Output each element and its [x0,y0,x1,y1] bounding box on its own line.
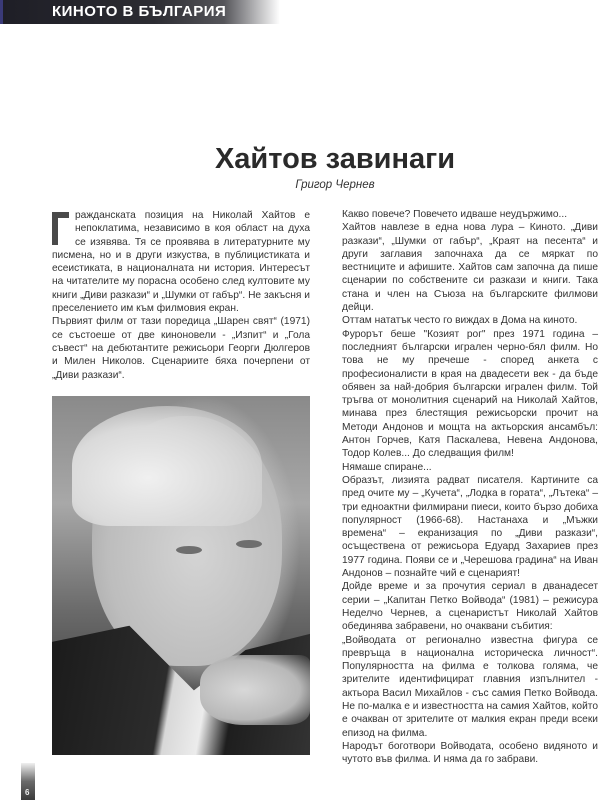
paragraph: Народът боготвори Войводата, особено видяното и чутото във филма. И няма да го забрави. [342,740,598,766]
page-number: 6 [25,788,30,797]
article-author: Григор Чернев [295,179,375,191]
paragraph-text: ражданската позиция на Николай Хайтов е непоклатима, независимо в коя област на духа се изявява. Тя се проявява в литературните му писмена, но и в други изкуства, в публицистиката и есеистиката, в националната ни история. Интересът на читателите му порасна особено след култовите му книги „Диви разкази“ и „Шумки от габър“. Не закъсня и преселението им към филмовия екран. [52,210,310,315]
right-column [342,208,598,766]
paragraph: Оттам нататък често го виждах в Дома на киното. [342,315,578,327]
photo-eye [176,546,202,554]
section-title: КИНОТО В БЪЛГАРИЯ [52,3,227,20]
photo-hand [200,655,310,725]
paragraph: Хайтов навлезе в една нова лура – Киното. „Диви разкази“, „Шумки от габър“, „Краят на песента“ и други заглавия започнаха да се мяркат по вестниците и афишите. Хайтов сам започна да пише сценарии по собствените си разкази и книги. Така стана и член на Съюза на българските филмови дейци. [342,222,598,314]
paragraph: „Войводата от регионално известна фигура се превръща в национална историческа личност“. Популярността на филма е толкова голяма, че зрителите идентифицират главния изпълнител - актьора Васил Михайлов - със самия Петко Войвода. Не по-малка е и известността на самия Хайтов, който е очакван от зрителите от малкия екран преди всеки епизод на филма. [342,634,598,739]
paragraph: Образът, лизията радват писателя. Картините са пред очите му – „Кучета“, „Лодка в гората“, „Лътека“ – три едноактни филмирани пиеси, които бързо добиха популярност (1966-68). Настанаха и „Мъжки времена“ – екранизация по „Диви разкази“, осъществена от режисьора Едуард Захариев през 1977 година. Появи се и „Черешова градина“ на Иван Андонов – познайте чий е сценарият! [342,474,598,580]
header-accent-stripe [0,0,3,24]
paragraph: Нямаше спиране... [342,461,432,473]
photo-hair [72,406,262,526]
section-header-bar [0,0,280,24]
paragraph: Фурорът беше "Козият рог" през 1971 година – последният български игрален черно-бял филм. Но това не му пречеше - според анкета с професионалисти в края на двадесети век - да бъде обявен за най-добрия български игрален филм. Той тръгва от монолитния сценарий на Николай Хайтов, минава през блестящия режисьорски прочит на Методи Андонов и мощта на актьорския ансамбъл: Антон Горчев, Катя Паскалева, Невена Андонова, Тодор Колев... До следващия филм! [342,328,598,460]
paragraph: Първият филм от тази поредица „Шарен свят“ (1971) се състоеше от две киноновели - „Изпит“ и „Гола съвест“ на дебютантите режисьори Георги Дюлгеров и Милен Николов. Сценариите бяха почерпени от „Диви разкази“. [52,316,310,381]
photo-eye [236,540,262,548]
article-title: Хайтов завинаги [214,143,456,175]
paragraph: Какво повече? Повечето идваше неудържимо... [342,209,568,220]
author-portrait-photo [52,396,310,755]
paragraph: Дойде време и за прочутия сериал в дванадесет серии – „Капитан Петко Войвода“ (1981) – режисура Неделчо Чернев, а сценаристът Николай Хайтов обединява забравени, но очаквани събития: [342,581,598,633]
left-column [52,209,310,382]
dropcap-g [52,212,69,245]
paragraph [52,209,310,315]
